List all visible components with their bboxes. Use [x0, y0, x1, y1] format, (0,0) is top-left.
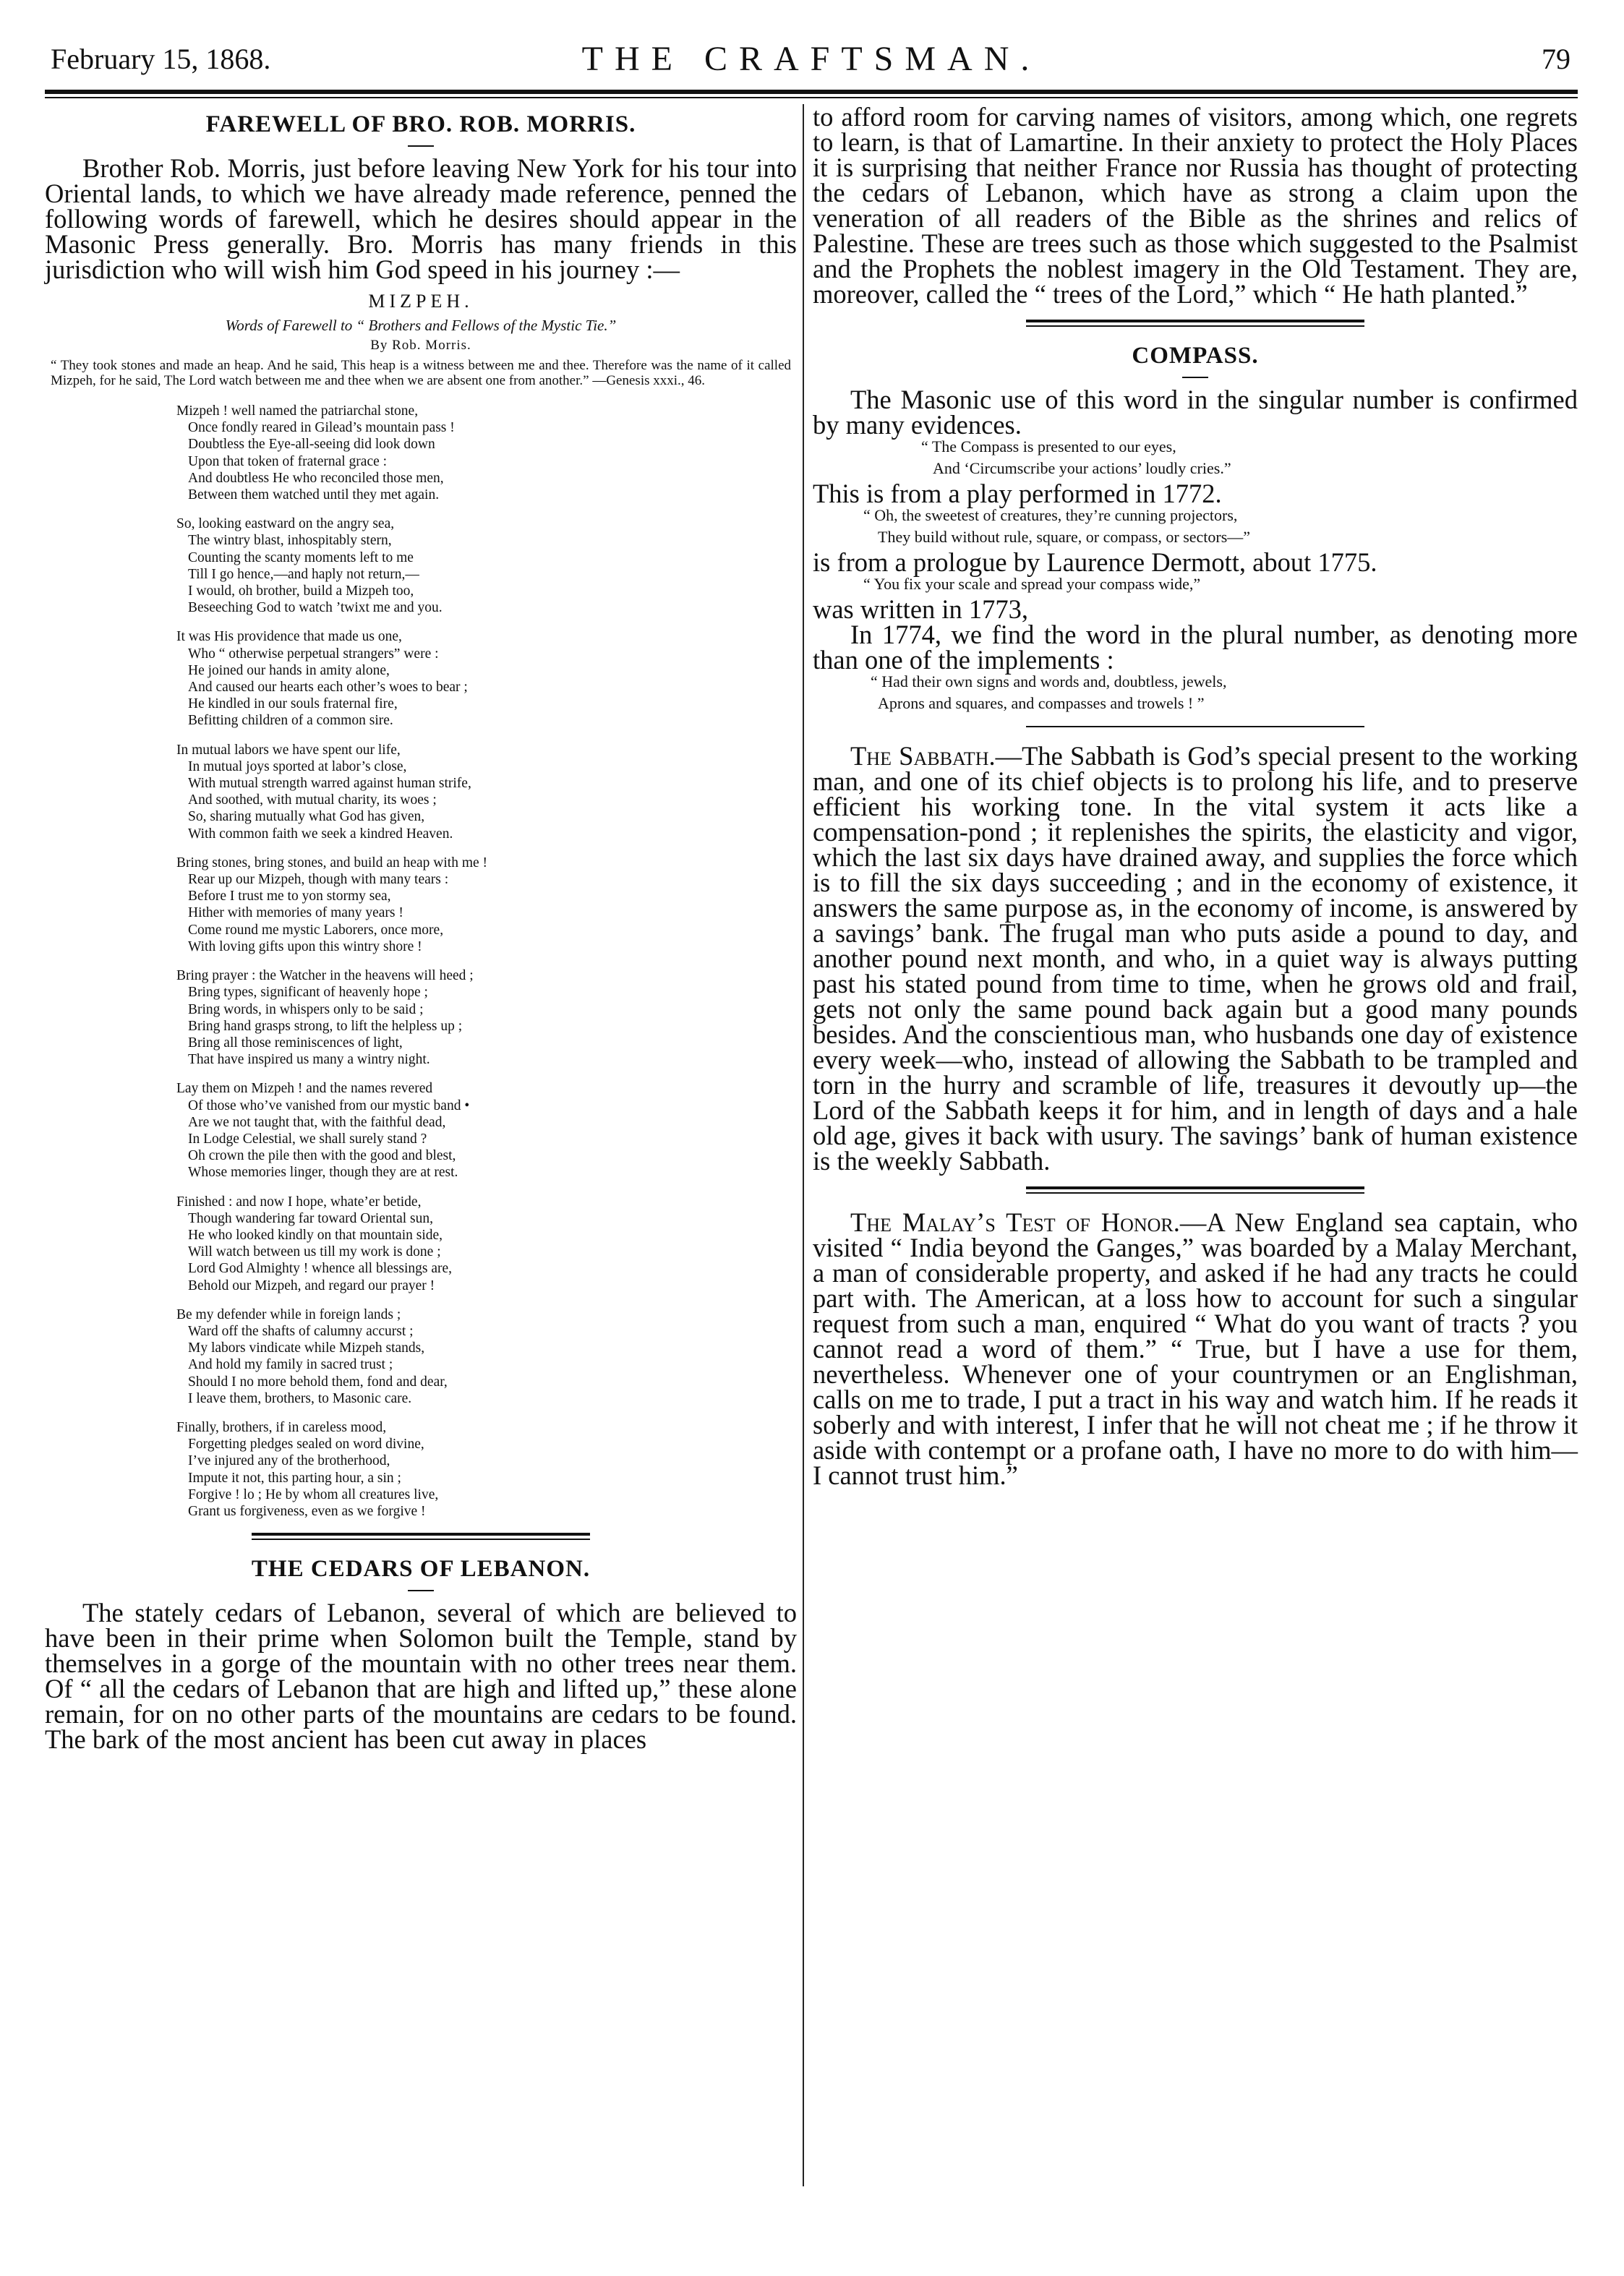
poem-stanza [176, 628, 675, 729]
compass-quote: And ‘Circumscribe your actions’ loudly cries.” [933, 459, 1231, 477]
poem-stanza [176, 855, 675, 955]
poem-line: In Lodge Celestial, we shall surely stand ? [188, 1131, 427, 1147]
poem-line: Finally, brothers, if in careless mood, [176, 1419, 387, 1435]
poem-line: Doubtless the Eye-all-seeing did look down [188, 437, 435, 453]
sabbath-article [813, 741, 1578, 1176]
poem-stanza [176, 1080, 675, 1181]
left-column [45, 104, 797, 1755]
poem-line: Be my defender while in foreign lands ; [176, 1306, 401, 1322]
poem-line: And soothed, with mutual charity, its woes ; [188, 792, 437, 808]
poem-line: With mutual strength warred against human strife, [188, 776, 471, 792]
poem-line: Once fondly reared in Gilead’s mountain pass ! [188, 420, 455, 436]
poem-line: Lay them on Mizpeh ! and the names revered [176, 1081, 433, 1097]
poem-body [176, 403, 675, 1520]
poem-line: And caused our hearts each other’s woes to bear ; [188, 680, 468, 696]
poem-byline: By Rob. Morris. [370, 338, 471, 353]
column-divider [803, 104, 804, 2186]
poem-line: I’ve injured any of the brotherhood, [188, 1453, 390, 1469]
poem-epigraph: “ They took stones and made an heap. And he said, This heap is a witness between me and thee. Therefore was the name of it called Mizpeh, for he said, The Lord watch between me and thee when we are absent one from another.” —Genesis xxxi., 46. [51, 358, 791, 388]
poem-stanza [176, 515, 675, 616]
compass-quote: They build without rule, square, or compass, or sectors—” [878, 528, 1251, 546]
compass-paragraph: The Masonic use of this word in the singular number is confirmed by many evidences. [813, 385, 1578, 440]
poem-line: Forgetting pledges sealed on word divine, [188, 1437, 424, 1453]
compass-paragraph: is from a prologue by Laurence Dermott, about 1775. [813, 547, 1377, 577]
poem-line: With common faith we seek a kindred Heaven. [188, 826, 453, 842]
farewell-heading: FAREWELL OF BRO. ROB. MORRIS. [205, 111, 636, 137]
sabbath-lead: The Sabbath. [850, 741, 996, 771]
cedars-continued: to afford room for carving names of visitors, among which, one regrets to learn, is that of Lamartine. In their anxiety to protect the Holy Places it is surprising that neither France nor Russia has thought of protecting the cedars of Lebanon, which have as strong a claim upon the veneration of all readers of the Bible as the shrines and relics of Palestine. These are trees such as those which suggested to the Psalmist and the Prophets the noblest imagery in the Old Testament. They are, moreover, called the “ trees of the Lord,” which “ He hath planted.” [813, 102, 1578, 309]
poem-line: Bring prayer : the Watcher in the heavens will heed ; [176, 968, 474, 984]
malay-body: —A New England sea captain, who visited “ India beyond the Ganges,” was boarded by a Malay Merchant, a man of considerable property, and asked if he had any tracts he could part with. The American, at a loss how to account for such a singular request from such a man, enquired “ What do you want of tracts ? you cannot read a word of them.” “ True, but I have a use for them, nevertheless. Whenever one of your countrymen or an Englishman, calls on me to trade, I put a tract in his way and watch him. If he reads it soberly and with interest, I infer that he will not cheat me ; if he throw it aside with contempt or a profane oath, I have no more to do with him—I cannot trust him.” [813, 1207, 1578, 1490]
section-separator [252, 1533, 590, 1540]
poem-line: He kindled in our souls fraternal fire, [188, 696, 398, 712]
poem-line: Are we not taught that, with the faithful dead, [188, 1114, 446, 1130]
poem-line: Forgive ! lo ; He by whom all creatures live, [188, 1486, 439, 1502]
cedars-heading: THE CEDARS OF LEBANON. [251, 1556, 591, 1583]
poem-line: Befitting children of a common sire. [188, 713, 393, 729]
compass-quote: “ You fix your scale and spread your compass wide,” [863, 575, 1201, 593]
header-rule-thin [45, 97, 1578, 98]
poem-stanza [176, 967, 675, 1068]
poem-line: Whose memories linger, though they are at rest. [188, 1165, 458, 1181]
poem-line: Upon that token of fraternal grace : [188, 453, 388, 469]
poem-line: I leave them, brothers, to Masonic care. [188, 1390, 412, 1406]
section-separator [1026, 726, 1364, 727]
poem-line: Lord God Almighty ! whence all blessings are, [188, 1261, 453, 1277]
issue-date: February 15, 1868. [51, 43, 271, 75]
right-column [813, 104, 1578, 1488]
poem-line: The wintry blast, inhospitably stern, [188, 533, 392, 549]
header-rule [45, 90, 1578, 94]
poem-line: Finished : and now I hope, whate’er betide, [176, 1194, 422, 1210]
poem-stanza [176, 1194, 675, 1294]
heading-dash [1182, 377, 1208, 378]
compass-quote: “ Oh, the sweetest of creatures, they’re cunning projectors, [863, 506, 1238, 524]
poem-line: Oh crown the pile then with the good and blest, [188, 1148, 456, 1164]
poem-line: So, sharing mutually what God has given, [188, 809, 425, 825]
poem-line: Beseeching God to watch ’twixt me and you. [188, 600, 443, 616]
poem-line: It was His providence that made us one, [176, 629, 402, 645]
compass-paragraph: was written in 1773, [813, 594, 1029, 624]
poem-line: Before I trust me to yon stormy sea, [188, 889, 391, 904]
poem-line: Who “ otherwise perpetual strangers” were : [188, 646, 439, 662]
poem-line: In mutual joys sported at labor’s close, [188, 758, 407, 774]
compass-paragraph: This is from a play performed in 1772. [813, 479, 1222, 508]
poem-line: With loving gifts upon this wintry shore ! [188, 938, 422, 954]
poem-line: Between them watched until they met again. [188, 487, 440, 503]
page-number: 79 [1542, 43, 1570, 75]
poem-line: Bring stones, bring stones, and build an heap with me ! [176, 855, 488, 870]
poem-line: Bring hand grasps strong, to lift the helpless up ; [188, 1018, 463, 1034]
poem-line: And hold my family in sacred trust ; [188, 1357, 393, 1373]
cedars-body: The stately cedars of Lebanon, several of which are believed to have been in their prime when Solomon built the Temple, stand by themselves in a gorge of the mountain with no other trees near them. Of “ all the cedars of Lebanon that are high and lifted up,” these alone remain, for on no other parts of the mountains are cedars to be found. The bark of the most ancient has been cut away in places [45, 1598, 797, 1755]
poem-stanza [176, 403, 675, 503]
poem-line: Rear up our Mizpeh, though with many tears : [188, 872, 449, 888]
sabbath-body: —The Sabbath is God’s special present to the working man, and one of its chief objects is to prolong his life, and to preserve efficient his working tone. In the vital system it acts like a compensation-pond ; it replenishes the spirits, the elasticity and vigor, which the last six days have drained away, and supplies the force which is to fill the six days succeeding ; and in the economy of existence, it answers the same purpose as, in the economy of income, is answered by a savings’ bank. The frugal man who puts aside a pound to day, and another pound next month, and who, in a quiet way is always putting past his stated pound from time to time, when he grows old and frail, gets not only the same pound back again but a good many pounds besides. And the conscientious man, who husbands one day of existence every week—who, instead of allowing the Sabbath to be trampled and torn in the hurry and scramble of life, treasures it devoutly up—the Lord of the Sabbath keeps it for him, and in length of days and a hale old age, gives it back with usury. The savings’ bank of human existence is the weekly Sabbath. [813, 741, 1578, 1176]
poem-line: Of those who’ve vanished from our mystic band • [188, 1098, 470, 1113]
poem-line: He who looked kindly on that mountain side, [188, 1227, 443, 1243]
poem-line: He joined our hands in amity alone, [188, 662, 390, 678]
poem-subtitle: Words of Farewell to “ Brothers and Fellows of the Mystic Tie.” [225, 317, 617, 334]
compass-heading: COMPASS. [1132, 343, 1259, 369]
poem-line: Ward off the shafts of calumny accurst ; [188, 1323, 414, 1339]
poem-line: Will watch between us till my work is done ; [188, 1244, 441, 1260]
poem-stanza [176, 1306, 675, 1407]
compass-quote: “ The Compass is presented to our eyes, [921, 437, 1176, 455]
heading-dash [408, 1590, 434, 1591]
page-header [45, 35, 1578, 85]
malay-article [813, 1207, 1578, 1490]
poem-stanza [176, 742, 675, 842]
poem-line: Grant us forgiveness, even as we forgive ! [188, 1503, 426, 1519]
section-separator [1026, 1186, 1364, 1194]
poem-line: Impute it not, this parting hour, a sin ; [188, 1470, 401, 1486]
malay-lead: The Malay’s Test of Honor. [850, 1207, 1180, 1237]
poem-line: So, looking eastward on the angry sea, [176, 516, 395, 532]
poem-line: Should I no more behold them, fond and dear, [188, 1374, 448, 1390]
newspaper-page [45, 29, 1578, 2241]
poem-line: Hither with memories of many years ! [188, 905, 403, 921]
heading-dash [408, 145, 434, 147]
poem-line: Bring types, significant of heavenly hope ; [188, 985, 428, 1001]
poem-line: I would, oh brother, build a Mizpeh too, [188, 583, 414, 599]
section-separator [1026, 320, 1364, 327]
poem-line: Bring words, in whispers only to be said ; [188, 1001, 424, 1017]
compass-quote: “ Had their own signs and words and, doubtless, jewels, [871, 672, 1227, 690]
poem-line: Come round me mystic Laborers, once more, [188, 922, 444, 938]
poem-title: MIZPEH. [368, 291, 474, 312]
poem-line: Bring all those reminiscences of light, [188, 1035, 403, 1051]
farewell-intro: Brother Rob. Morris, just before leaving New York for his tour into Oriental lands, to which we have already made reference, penned the following words of farewell, which he desires should appear in the Masonic Press generally. Bro. Morris has many friends in this jurisdiction who will wish him God speed in his journey :— [45, 153, 797, 284]
poem-line: In mutual labors we have spent our life, [176, 742, 401, 758]
poem-line: That have inspired us many a wintry night. [188, 1052, 430, 1068]
poem-line: And doubtless He who reconciled those men, [188, 470, 444, 486]
poem-line: Behold our Mizpeh, and regard our prayer ! [188, 1278, 435, 1293]
compass-quote: Aprons and squares, and compasses and trowels ! ” [878, 694, 1205, 712]
poem-line: Counting the scanty moments left to me [188, 549, 414, 565]
poem-line: Till I go hence,—and haply not return,— [188, 566, 419, 582]
compass-paragraph: In 1774, we find the word in the plural number, as denoting more than one of the implements : [813, 620, 1578, 675]
poem-line: My labors vindicate while Mizpeh stands, [188, 1340, 425, 1356]
masthead-title: THE CRAFTSMAN. [581, 40, 1041, 78]
poem-line: Mizpeh ! well named the patriarchal stone, [176, 403, 419, 419]
poem-line: Though wandering far toward Oriental sun, [188, 1210, 433, 1226]
poem-stanza [176, 1419, 675, 1520]
